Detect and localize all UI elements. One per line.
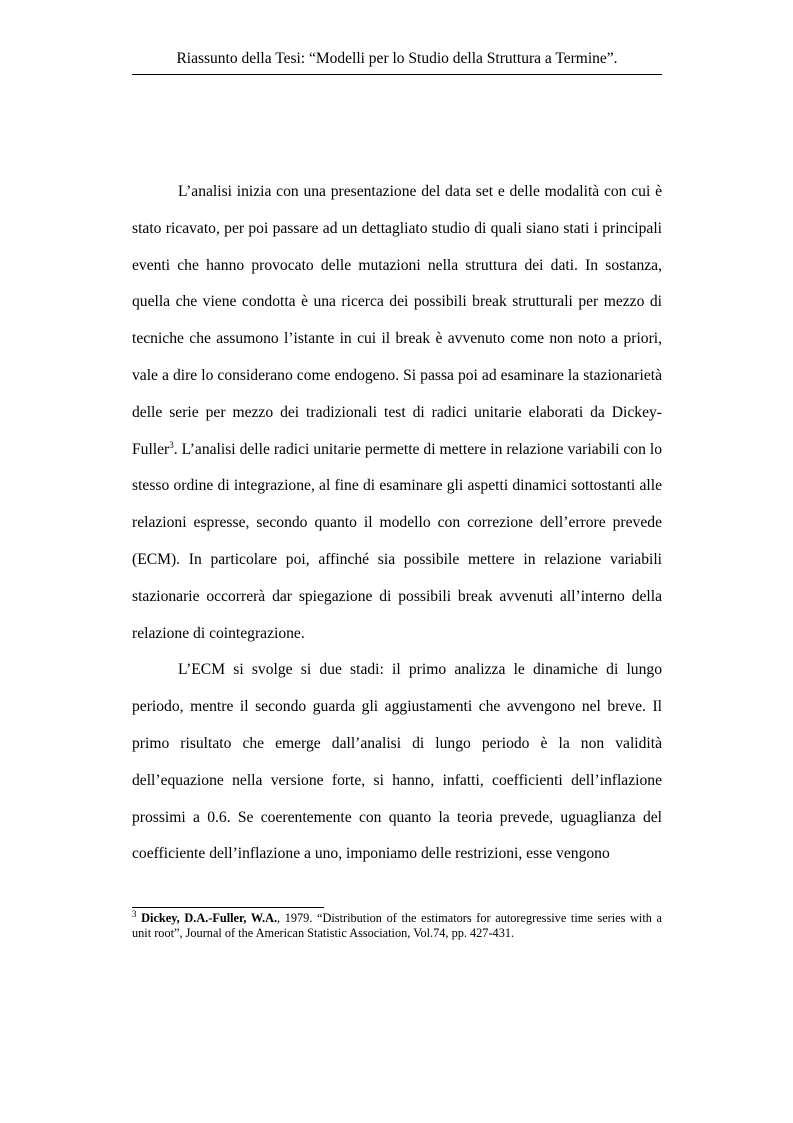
header-rule [132,74,662,75]
footnote-reference: 3 [169,439,174,450]
paragraph-2: L’ECM si svolge si due stadi: il primo analizza le dinamiche di lungo periodo, mentre il secondo guarda gli aggiustamenti che avvengono nel breve. Il primo risultato che emerge dall’analisi di lungo periodo è la non validità dell’equazione nella versione forte, si hanno, infatti, coefficienti dell’inflazione prossimi a 0.6. Se coerentemente con quanto la teoria prevede, uguaglianza del coefficiente dell’inflazione a uno, imponiamo delle restrizioni, esse vengono [132,661,662,863]
paragraph-1-text: L’analisi inizia con una presentazione del data set e delle modalità con cui è stato ricavato, per poi passare ad un dettagliato studio di quali siano stati i principali eventi che hanno provocato delle mutazioni nella struttura dei dati. In sostanza, quella che viene condotta è una ricerca dei possibili break strutturali per mezzo di tecniche che assumono l’istante in cui il break è avvenuto come non noto a priori, vale a dire lo considerano come endogeno. Si passa poi ad esaminare la stazionarietà delle serie per mezzo dei tradizionali test di radici unitarie elaborati da Dickey-Fuller [132,183,662,458]
footnote-number: 3 [132,908,137,919]
footnote-text: , 1979. “Distribution of the estimators for autoregressive time series with a unit root”, Journal of the American Statistic Association, Vol.74, pp. 427-431. [132,911,662,940]
footnote-rule [132,907,324,908]
footnote-authors: Dickey, D.A.-Fuller, W.A. [141,911,278,925]
running-header: Riassunto della Tesi: “Modelli per lo Studio della Struttura a Termine”. [176,50,618,67]
body-text [132,174,662,873]
paragraph-1 [132,174,662,652]
paragraph-1-continuation: . L’analisi delle radici unitarie permette di mettere in relazione variabili con lo stesso ordine di integrazione, al fine di esaminare gli aspetti dinamici sottostanti alle relazioni espresse, secondo quanto il modello con correzione dell’errore prevede (ECM). In particolare poi, affinché sia possibile mettere in relazione variabili stazionarie occorrerà dar spiegazione di possibili break avvenuti all’interno della relazione di cointegrazione. [132,440,662,642]
footnote [132,908,662,941]
